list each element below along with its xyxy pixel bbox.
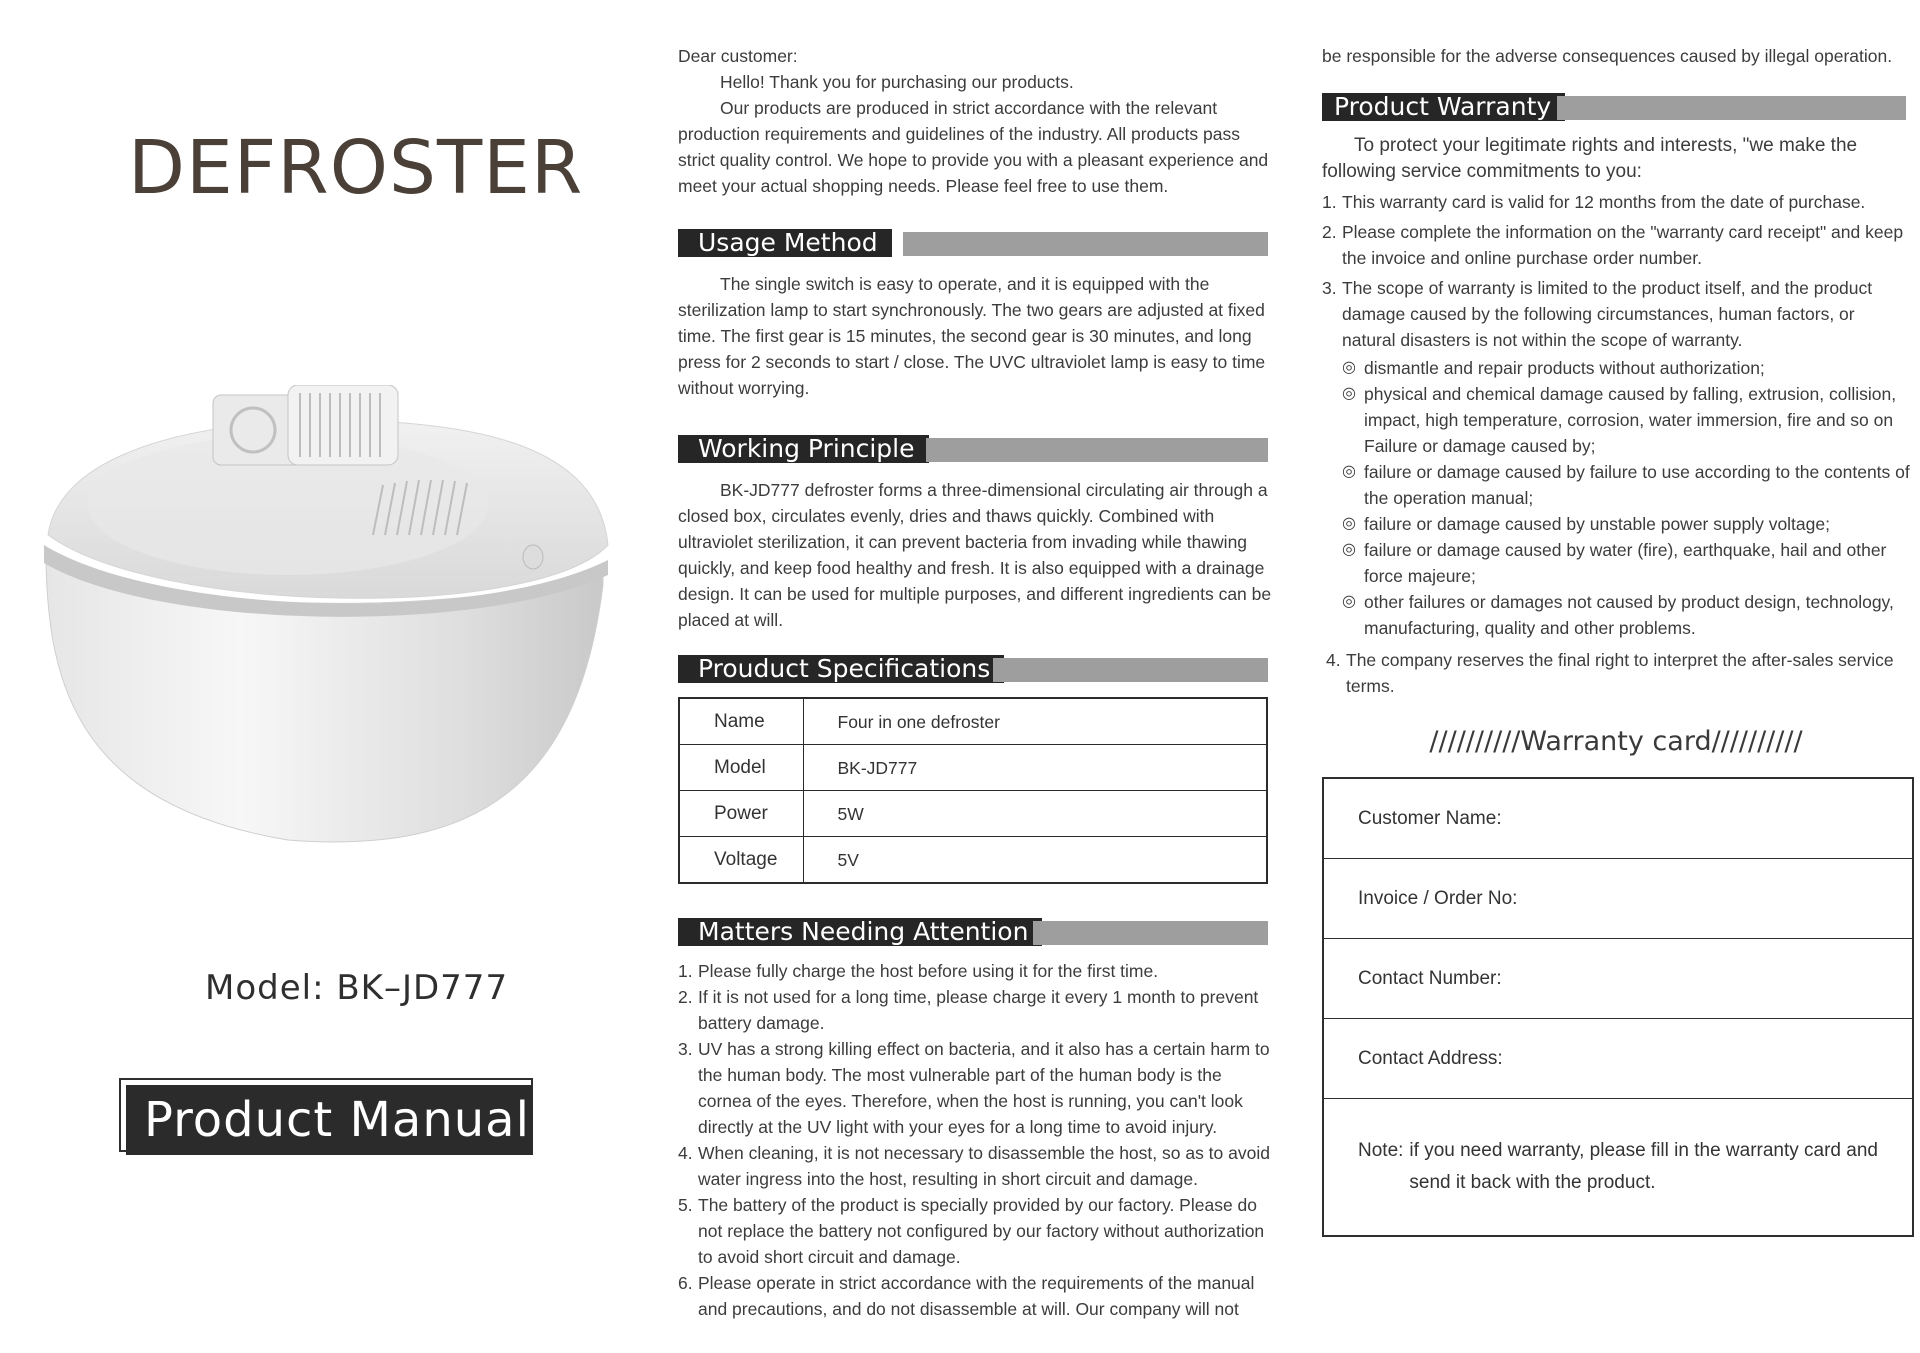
item-number: 6.	[678, 1273, 693, 1293]
spec-key: Power	[679, 791, 803, 837]
product-title: DEFROSTER	[128, 125, 584, 211]
warranty-list	[1322, 189, 1910, 353]
bullet-item	[1342, 459, 1910, 511]
item-number: 1.	[678, 961, 693, 981]
heading-bar	[993, 658, 1268, 682]
table-row	[679, 698, 1267, 745]
principle-heading	[678, 435, 1268, 463]
bullet-text: physical and chemical damage caused by falling, extrusion, collision, impact, high temperature, corrosion, water immersion, fire and so on Failure or damage caused by;	[1364, 384, 1897, 456]
usage-heading-label: Usage Method	[678, 229, 892, 257]
bullet-text: other failures or damages not caused by product design, technology, manufacturing, quality and other problems.	[1364, 592, 1894, 638]
spec-key: Model	[679, 745, 803, 791]
table-row	[679, 745, 1267, 791]
bullet-icon: ◎	[1342, 593, 1356, 610]
spec-key: Voltage	[679, 837, 803, 884]
list-item	[1326, 647, 1910, 699]
attention-heading	[678, 918, 1268, 946]
item-number: 4.	[678, 1143, 693, 1163]
list-item	[678, 1036, 1278, 1140]
list-item	[678, 958, 1278, 984]
specs-table	[678, 697, 1268, 884]
specs-heading	[678, 655, 1268, 683]
heading-bar	[926, 438, 1268, 462]
bullet-text: failure or damage caused by unstable power supply voltage;	[1364, 514, 1830, 534]
warranty-note	[1324, 1099, 1912, 1235]
principle-text: BK-JD777 defroster forms a three-dimensional circulating air through a closed box, circulates evenly, dries and thaws quickly. Combined with ultraviolet sterilization, it can prevent bacteria from invading while thawing quickly, and keep food healthy and fresh. It is also equipped with a drainage design. It can be used for multiple purposes, and different ingredients can be placed at will.	[678, 480, 1272, 630]
item-text: The scope of warranty is limited to the product itself, and the product damage caused by the following circumstances, human factors, or natural disasters is not within the scope of warranty.	[1342, 278, 1873, 350]
item-text: The battery of the product is specially provided by our factory. Please do not replace the battery not configured by our factory without authorization to avoid short circuit and damage.	[698, 1195, 1265, 1267]
attention-list	[678, 958, 1278, 1322]
middle-column	[678, 43, 1278, 1322]
item-number: 2.	[678, 987, 693, 1007]
spec-value: Four in one defroster	[803, 698, 1267, 745]
spec-key: Name	[679, 698, 803, 745]
list-item	[678, 1270, 1278, 1322]
item-number: 3.	[678, 1039, 693, 1059]
bullet-text: dismantle and repair products without authorization;	[1364, 358, 1765, 378]
bullet-icon: ◎	[1342, 515, 1356, 532]
bullet-item	[1342, 381, 1910, 459]
intro-paragraph: Our products are produced in strict accordance with the relevant production requirements and guidelines of the industry. All products pass strict quality control. We hope to provide you with a pleasant experience and meet your actual shopping needs. Please feel free to use them.	[678, 98, 1269, 196]
bullet-icon: ◎	[1342, 385, 1356, 402]
bullet-text: failure or damage caused by failure to use according to the contents of the operation manual;	[1364, 462, 1910, 508]
spec-value: BK-JD777	[803, 745, 1267, 791]
right-column	[1322, 43, 1910, 1237]
specs-table-wrap	[678, 697, 1268, 884]
bullet-item	[1342, 511, 1910, 537]
bullet-icon: ◎	[1342, 359, 1356, 376]
heading-bar	[1557, 96, 1906, 120]
list-item	[1322, 219, 1910, 271]
item-text: Please fully charge the host before using it for the first time.	[698, 961, 1159, 981]
warranty-card-title: //////////Warranty card//////////	[1429, 726, 1803, 757]
list-item	[678, 1192, 1278, 1270]
table-row	[679, 837, 1267, 884]
item-text: UV has a strong killing effect on bacteria, and it also has a certain harm to the human body. The most vulnerable part of the human body is the cornea of the eyes. Therefore, when the host is running, you can't look directly at the UV light with your eyes for a long time to avoid injury.	[698, 1039, 1270, 1137]
item-text: When cleaning, it is not necessary to disassemble the host, so as to avoid water ingress into the host, resulting in short circuit and damage.	[698, 1143, 1270, 1189]
principle-heading-label: Working Principle	[678, 435, 929, 463]
bullet-item	[1342, 355, 1910, 381]
intro-hello: Hello! Thank you for purchasing our products.	[720, 72, 1074, 92]
bullet-item	[1342, 537, 1910, 589]
bullet-item	[1342, 589, 1910, 641]
warranty-heading	[1322, 93, 1906, 121]
usage-heading	[678, 229, 1268, 257]
list-item	[678, 1140, 1278, 1192]
item-text: If it is not used for a long time, please charge it every 1 month to prevent battery damage.	[698, 987, 1259, 1033]
note-label: Note:	[1358, 1140, 1404, 1161]
warranty-list-cont	[1326, 647, 1910, 699]
list-item	[678, 984, 1278, 1036]
model-label: Model: BK–JD777	[205, 968, 509, 1008]
item-text: The company reserves the final right to interpret the after-sales service terms.	[1346, 650, 1894, 696]
list-item	[1322, 189, 1910, 215]
item-text: Please complete the information on the "warranty card receipt" and keep the invoice and online purchase order number.	[1342, 222, 1904, 268]
note-text: if you need warranty, please fill in the warranty card and send it back with the product.	[1409, 1140, 1878, 1193]
item-number: 3.	[1322, 278, 1337, 298]
warranty-card	[1322, 777, 1914, 1237]
defroster-product-image	[38, 385, 613, 850]
warranty-intro: To protect your legitimate rights and interests, "we make the following service commitments to you:	[1322, 135, 1858, 182]
item-text: This warranty card is valid for 12 months from the date of purchase.	[1342, 192, 1866, 212]
table-row	[679, 791, 1267, 837]
contact-address-field[interactable]: Contact Address:	[1324, 1019, 1912, 1099]
spec-value: 5W	[803, 791, 1267, 837]
item-number: 4.	[1326, 650, 1341, 670]
usage-text: The single switch is easy to operate, and it is equipped with the sterilization lamp to start synchronously. The two gears are adjusted at fixed time. The first gear is 15 minutes, the second gear is 30 minutes, and long press for 2 seconds to start / close. The UVC ultraviolet lamp is easy to time without worrying.	[678, 274, 1266, 398]
bullet-text: failure or damage caused by water (fire), earthquake, hail and other force majeure;	[1364, 540, 1887, 586]
list-item	[1322, 275, 1910, 353]
bullet-icon: ◎	[1342, 463, 1356, 480]
invoice-order-field[interactable]: Invoice / Order No:	[1324, 859, 1912, 939]
customer-name-field[interactable]: Customer Name:	[1324, 779, 1912, 859]
item-text: Please operate in strict accordance with the requirements of the manual and precautions, and do not disassemble at will. Our company will not	[698, 1273, 1255, 1319]
attention-heading-label: Matters Needing Attention	[678, 918, 1042, 946]
heading-bar	[903, 232, 1268, 256]
spec-value: 5V	[803, 837, 1267, 884]
contact-number-field[interactable]: Contact Number:	[1324, 939, 1912, 1019]
item-number: 1.	[1322, 192, 1337, 212]
item-number: 5.	[678, 1195, 693, 1215]
heading-bar	[1033, 921, 1268, 945]
item-number: 2.	[1322, 222, 1337, 242]
attention-continuation: be responsible for the adverse consequences caused by illegal operation.	[1322, 46, 1893, 66]
bullet-icon: ◎	[1342, 541, 1356, 558]
warranty-heading-label: Product Warranty	[1322, 93, 1565, 121]
greeting: Dear customer:	[678, 46, 798, 66]
specs-heading-label: Prouduct Specifications	[678, 655, 1004, 683]
manual-label: Product Manual	[126, 1085, 533, 1155]
warranty-bullets	[1342, 355, 1910, 641]
